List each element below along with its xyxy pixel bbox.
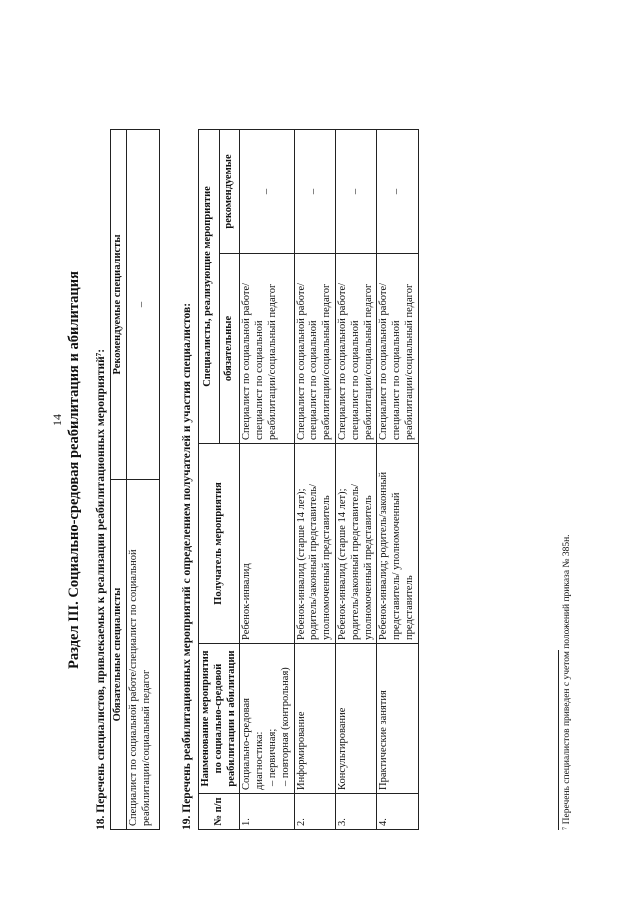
measure-subitems [267,647,293,790]
recipient-cell: Ребенок-инвалид [240,444,294,644]
measures-table [198,129,419,830]
specialists-header-row [111,130,127,830]
table-row [294,130,335,830]
header-recommended-specialists: Рекомендуемые специалисты [111,130,127,480]
mandatory-cell: Специалист по социальной работе/специалист по социальной реабилитации/социальный педагог [335,254,376,444]
list-item: – повторная (контрольная) [279,667,291,786]
table-row [335,130,376,830]
header-mandatory: обязательные [219,254,240,444]
section-19-heading: 19. Перечень реабилитационных мероприятий с определением получателей и участия специалистов: [181,302,193,830]
mandatory-cell: Специалист по социальной работе/специалист по социальной реабилитации/социальный педагог [240,254,294,444]
row-number: 3. [335,794,376,830]
recipient-cell: Ребенок-инвалид (старше 14 лет); родитель/законный представитель/ уполномоченный представитель [294,444,335,644]
mandatory-specialists-cell: Специалист по социальной работе/специалист по социальной реабилитации/социальный педагог [126,480,159,830]
measures-header-row [199,130,220,830]
recipient-cell: Ребенок-инвалид (старше 14 лет); родитель/законный представитель/ уполномоченный представитель [335,444,376,644]
header-mandatory-specialists: Обязательные специалисты [111,480,127,830]
measure-name: Консультирование [335,644,376,794]
rotated-sheet [50,110,610,830]
measure-name: Социально-средовая диагностика: [241,698,266,790]
row-number: 2. [294,794,335,830]
section-18-heading: 18. Перечень специалистов, привлекаемых к реализации реабилитационных мероприятий⁷: [95,348,107,830]
specialists-table [110,129,160,830]
recipient-cell: Ребенок-инвалид; родитель/законный представитель/ уполномоченный представитель [377,444,418,644]
header-measure-name: Наименование мероприятия по социально-средовой реабилитации и абилитации [199,644,240,794]
header-recommended: рекомендуемые [219,130,240,254]
header-recipient: Получатель мероприятия [199,444,240,644]
header-specialists: Специалисты, реализующие мероприятие [199,130,220,444]
row-number: 4. [377,794,418,830]
row-number: 1. [240,794,294,830]
measure-name: Информирование [294,644,335,794]
header-number: № п/п [199,794,240,830]
page-number: 14 [50,414,64,426]
section-title: Раздел III. Социально-средовая реабилитация и абилитация [66,271,82,669]
measure-name-cell [240,644,294,794]
table-row [377,130,418,830]
measure-name: Практические занятия [377,644,418,794]
footnote: ⁷ Перечень специалистов приведен с учетом положений приказа № 385н. [562,534,572,830]
footnote-divider [558,650,559,830]
mandatory-cell: Специалист по социальной работе/специалист по социальной реабилитации/социальный педагог [377,254,418,444]
list-item: – первичная; [266,728,278,786]
recommended-cell: – [335,130,376,254]
table-row [240,130,294,830]
recommended-specialists-cell: – [126,130,159,480]
recommended-cell: – [240,130,294,254]
recommended-cell: – [294,130,335,254]
table-row [126,130,159,830]
recommended-cell: – [377,130,418,254]
mandatory-cell: Специалист по социальной работе/специалист по социальной реабилитации/социальный педагог [294,254,335,444]
